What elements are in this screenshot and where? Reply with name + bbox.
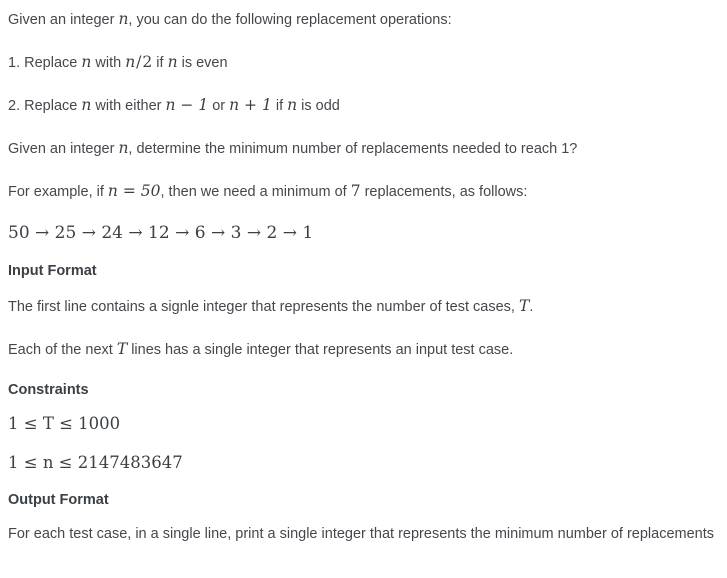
- rule-2-text-4: if: [271, 98, 288, 115]
- intro-suffix: , you can do the following replacement operations:: [128, 12, 452, 28]
- rule-item-1: [8, 51, 717, 74]
- variable-n: n: [287, 96, 298, 115]
- variable-n: n: [167, 53, 178, 72]
- example-middle: , then we need a minimum of: [160, 184, 351, 201]
- constraint-item-n: 1 ≤ n ≤ 2147483647: [8, 452, 183, 472]
- expression-n-plus-1: n + 1: [229, 96, 272, 115]
- question-suffix: , determine the minimum number of replacements needed to reach 1?: [128, 141, 578, 158]
- expression-n-minus-1: n − 1: [165, 96, 209, 115]
- constraints-heading: Constraints: [8, 381, 89, 398]
- input-format-line-2: [8, 338, 717, 361]
- output-format-text: For each test case, in a single line, print a single integer that represents the minimum number of replacements: [8, 525, 715, 542]
- input-format-line-1: [8, 295, 717, 318]
- rule-2-text-3: or: [208, 98, 230, 115]
- rule-1-text-3: if: [152, 55, 168, 72]
- output-format-heading: Output Format: [8, 491, 109, 508]
- variable-n: n: [81, 96, 92, 115]
- variable-n: n: [81, 53, 92, 72]
- variable-t: T: [116, 340, 128, 359]
- input-format-line-1-suffix: .: [529, 299, 534, 316]
- fraction-n-over-2: n/2: [125, 52, 153, 71]
- example-prefix: For example, if: [8, 184, 108, 201]
- example-paragraph: [8, 180, 717, 203]
- variable-n: n: [118, 10, 129, 28]
- rule-1-number: 1.: [8, 55, 21, 72]
- rule-2-text-1: Replace: [24, 98, 82, 115]
- rule-2-text-5: is odd: [297, 98, 340, 115]
- rule-1-text-4: is even: [177, 55, 228, 72]
- variable-n: n: [118, 139, 129, 158]
- example-suffix: replacements, as follows:: [360, 184, 528, 201]
- rule-item-2: [8, 94, 717, 117]
- rule-2-number: 2.: [8, 98, 21, 115]
- rule-2-text-2: with either: [91, 98, 166, 115]
- variable-t: T: [519, 297, 530, 316]
- rule-1-text-1: Replace: [24, 55, 82, 72]
- fraction-numerator: n: [125, 52, 136, 71]
- example-equation: n = 50: [107, 182, 161, 201]
- constraint-item-t: 1 ≤ T ≤ 1000: [8, 413, 121, 433]
- intro-prefix: Given an integer: [8, 12, 119, 28]
- input-format-heading: Input Format: [8, 263, 97, 280]
- fraction-denominator: 2: [142, 52, 153, 71]
- question-paragraph: [8, 137, 717, 160]
- input-format-line-1-prefix: The first line contains a signle integer that represents the number of test cases,: [8, 299, 519, 316]
- input-format-line-2-prefix: Each of the next: [8, 342, 117, 359]
- rule-1-text-2: with: [91, 55, 126, 72]
- intro-paragraph: [8, 8, 717, 31]
- example-chain: 50 → 25 → 24 → 12 → 6 → 3 → 2 → 1: [8, 223, 314, 244]
- example-count: 7: [350, 182, 361, 201]
- question-prefix: Given an integer: [8, 141, 119, 158]
- input-format-line-2-suffix: lines has a single integer that represents an input test case.: [127, 342, 514, 359]
